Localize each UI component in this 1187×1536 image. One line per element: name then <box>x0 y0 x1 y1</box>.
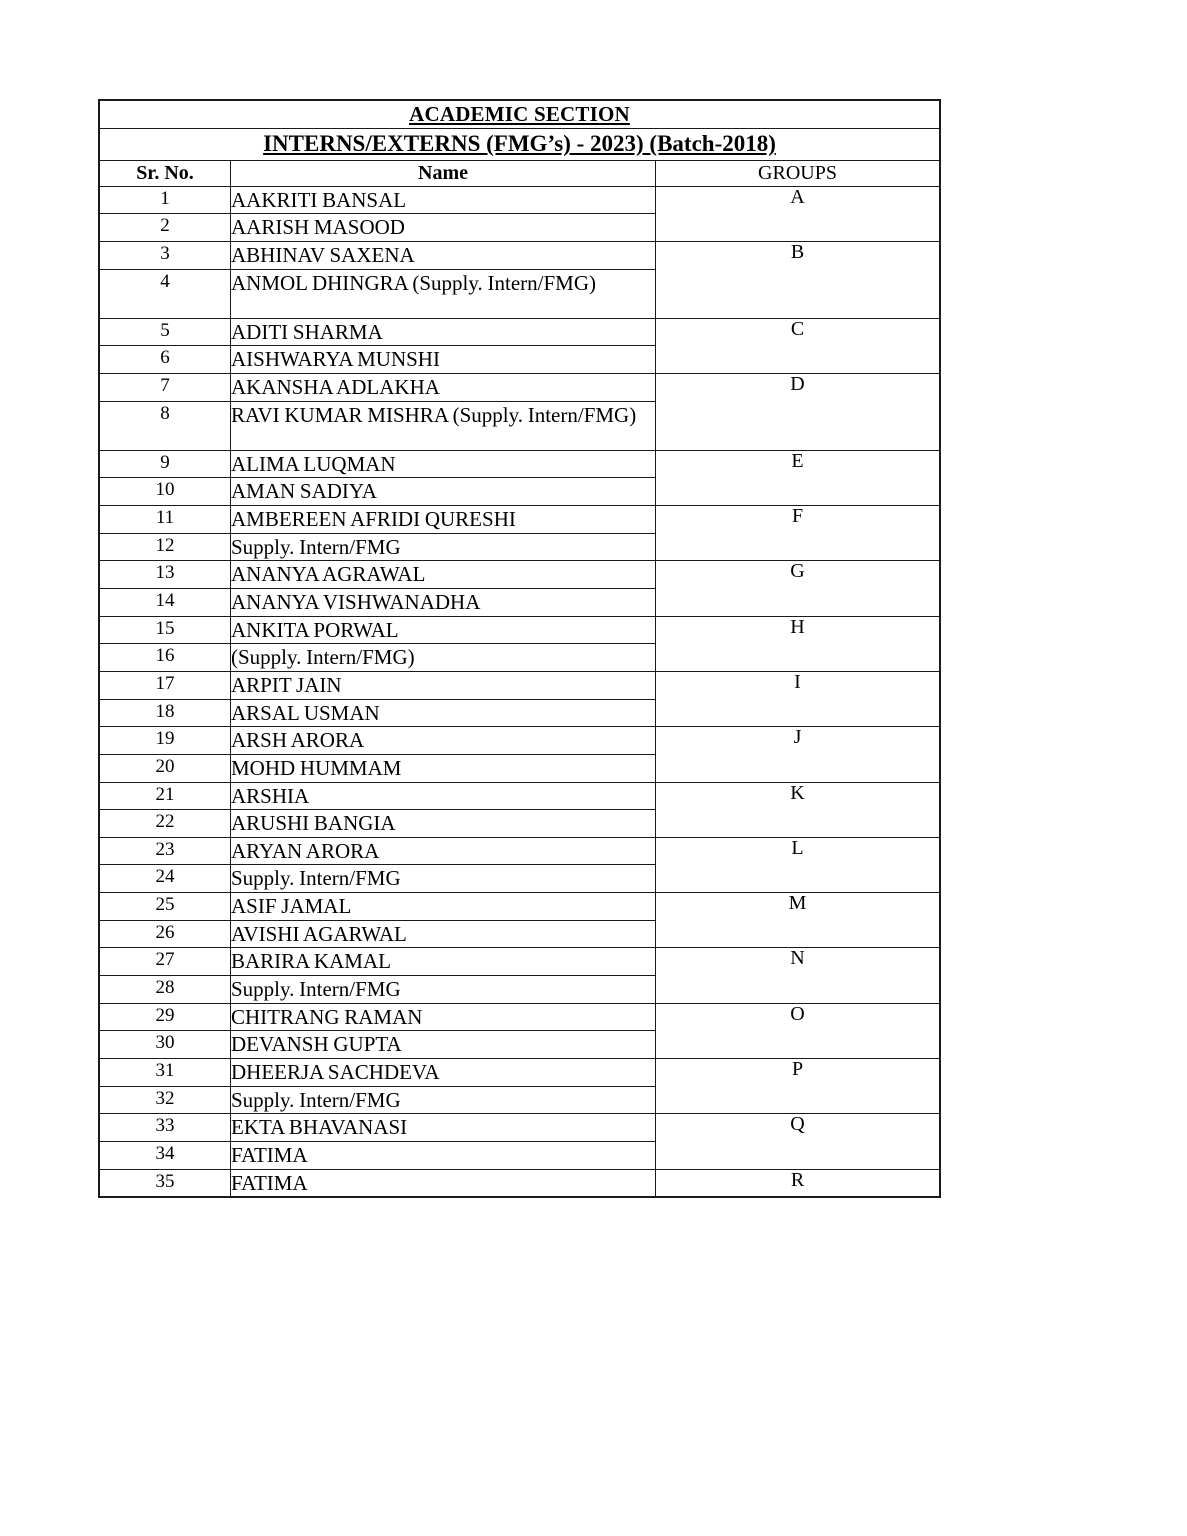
table-body <box>100 101 940 1197</box>
cell-name: ASIF JAMAL <box>231 893 656 921</box>
table-row <box>100 893 940 921</box>
cell-sr-no: 2 <box>100 214 231 242</box>
cell-sr-no: 34 <box>100 1142 231 1170</box>
title-cell <box>100 128 940 160</box>
group-letter: R <box>790 1168 805 1191</box>
cell-sr-no: 5 <box>100 318 231 346</box>
academic-section-banner: ACADEMIC SECTION <box>409 102 630 126</box>
cell-sr-no: 25 <box>100 893 231 921</box>
cell-name: CHITRANG RAMAN <box>231 1003 656 1031</box>
group-letter: O <box>790 1002 805 1025</box>
cell-sr-no: 29 <box>100 1003 231 1031</box>
cell-name: BARIRA KAMAL <box>231 948 656 976</box>
group-letter: G <box>790 560 805 583</box>
group-letter: P <box>791 1058 804 1081</box>
cell-sr-no: 8 <box>100 401 231 450</box>
cell-group <box>656 1169 940 1197</box>
table-row <box>100 948 940 976</box>
cell-sr-no: 20 <box>100 754 231 782</box>
cell-sr-no: 1 <box>100 186 231 214</box>
group-letter: B <box>790 241 805 263</box>
cell-name: ANANYA VISHWANADHA <box>231 588 656 616</box>
cell-name: DEVANSH GUPTA <box>231 1031 656 1059</box>
cell-group <box>656 948 940 1003</box>
cell-sr-no: 21 <box>100 782 231 810</box>
group-letter: C <box>790 317 805 340</box>
cell-sr-no: 31 <box>100 1059 231 1087</box>
table-row <box>100 318 940 346</box>
cell-name: Supply. Intern/FMG <box>231 1086 656 1114</box>
table-row <box>100 505 940 533</box>
cell-name: FATIMA <box>231 1169 656 1197</box>
cell-name: ARSH ARORA <box>231 727 656 755</box>
column-header-groups: GROUPS <box>656 160 940 186</box>
cell-name: DHEERJA SACHDEVA <box>231 1059 656 1087</box>
table-row <box>100 727 940 755</box>
cell-sr-no: 26 <box>100 920 231 948</box>
cell-name: AARISH MASOOD <box>231 214 656 242</box>
cell-group <box>656 505 940 560</box>
cell-name: ARSAL USMAN <box>231 699 656 727</box>
cell-name: ALIMA LUQMAN <box>231 450 656 478</box>
table-row <box>100 373 940 401</box>
cell-group <box>656 782 940 837</box>
cell-name: Supply. Intern/FMG <box>231 533 656 561</box>
cell-name: Supply. Intern/FMG <box>231 976 656 1004</box>
cell-name: RAVI KUMAR MISHRA (Supply. Intern/FMG) <box>231 401 656 450</box>
cell-name: EKTA BHAVANASI <box>231 1114 656 1142</box>
cell-sr-no: 32 <box>100 1086 231 1114</box>
cell-group <box>656 671 940 726</box>
cell-group <box>656 837 940 892</box>
table-row <box>100 837 940 865</box>
table-row <box>100 561 940 589</box>
group-letter: L <box>791 836 804 859</box>
cell-sr-no: 7 <box>100 373 231 401</box>
column-header-row <box>100 160 940 186</box>
banner-cell <box>100 101 940 129</box>
cell-name: AAKRITI BANSAL <box>231 186 656 214</box>
cell-sr-no: 10 <box>100 478 231 506</box>
cell-group <box>656 1114 940 1169</box>
cell-group <box>656 727 940 782</box>
cell-sr-no: 30 <box>100 1031 231 1059</box>
interns-externs-table <box>99 100 940 1197</box>
group-letter: A <box>790 185 805 208</box>
cell-name: AKANSHA ADLAKHA <box>231 373 656 401</box>
table-row <box>100 616 940 644</box>
cell-sr-no: 15 <box>100 616 231 644</box>
cell-name: Supply. Intern/FMG <box>231 865 656 893</box>
cell-sr-no: 24 <box>100 865 231 893</box>
cell-name: AVISHI AGARWAL <box>231 920 656 948</box>
cell-name: AMAN SADIYA <box>231 478 656 506</box>
cell-name: ARUSHI BANGIA <box>231 810 656 838</box>
table-row <box>100 242 940 270</box>
group-letter: J <box>793 726 802 749</box>
table-row <box>100 1059 940 1087</box>
cell-sr-no: 12 <box>100 533 231 561</box>
cell-name: (Supply. Intern/FMG) <box>231 644 656 672</box>
group-letter: H <box>790 615 805 638</box>
cell-name: ANMOL DHINGRA (Supply. Intern/FMG) <box>231 269 656 318</box>
table-row <box>100 1114 940 1142</box>
cell-group <box>656 893 940 948</box>
cell-group <box>656 373 940 450</box>
cell-group <box>656 561 940 616</box>
group-letter: Q <box>790 1113 805 1136</box>
cell-group <box>656 242 940 319</box>
cell-group <box>656 318 940 373</box>
table-row <box>100 186 940 214</box>
cell-sr-no: 6 <box>100 346 231 374</box>
cell-sr-no: 19 <box>100 727 231 755</box>
cell-name: ARYAN ARORA <box>231 837 656 865</box>
group-letter: D <box>790 372 805 395</box>
cell-sr-no: 28 <box>100 976 231 1004</box>
cell-sr-no: 16 <box>100 644 231 672</box>
cell-name: ADITI SHARMA <box>231 318 656 346</box>
banner-row <box>100 101 940 129</box>
cell-name: ARSHIA <box>231 782 656 810</box>
group-letter: I <box>794 670 801 693</box>
cell-name: MOHD HUMMAM <box>231 754 656 782</box>
table-row <box>100 450 940 478</box>
cell-name: ABHINAV SAXENA <box>231 242 656 270</box>
cell-group <box>656 450 940 505</box>
cell-name: ARPIT JAIN <box>231 671 656 699</box>
cell-sr-no: 3 <box>100 242 231 270</box>
table-row <box>100 671 940 699</box>
cell-sr-no: 4 <box>100 269 231 318</box>
cell-sr-no: 14 <box>100 588 231 616</box>
cell-group <box>656 186 940 241</box>
table-row <box>100 782 940 810</box>
group-letter: N <box>790 947 805 970</box>
cell-sr-no: 22 <box>100 810 231 838</box>
group-letter: K <box>790 781 805 804</box>
cell-name: AMBEREEN AFRIDI QURESHI <box>231 505 656 533</box>
table-row <box>100 1169 940 1197</box>
cell-group <box>656 1003 940 1058</box>
group-letter: E <box>791 449 804 472</box>
group-letter: M <box>788 892 807 915</box>
cell-sr-no: 35 <box>100 1169 231 1197</box>
cell-sr-no: 33 <box>100 1114 231 1142</box>
cell-sr-no: 13 <box>100 561 231 589</box>
cell-sr-no: 23 <box>100 837 231 865</box>
cell-name: AISHWARYA MUNSHI <box>231 346 656 374</box>
cell-name: ANKITA PORWAL <box>231 616 656 644</box>
cell-group <box>656 1059 940 1114</box>
cell-sr-no: 18 <box>100 699 231 727</box>
cell-sr-no: 27 <box>100 948 231 976</box>
column-header-sr-no: Sr. No. <box>100 160 231 186</box>
table-row <box>100 1003 940 1031</box>
group-letter: F <box>791 504 804 527</box>
title-row <box>100 128 940 160</box>
cell-sr-no: 17 <box>100 671 231 699</box>
cell-sr-no: 9 <box>100 450 231 478</box>
cell-name: ANANYA AGRAWAL <box>231 561 656 589</box>
column-header-name: Name <box>231 160 656 186</box>
cell-sr-no: 11 <box>100 505 231 533</box>
cell-name: FATIMA <box>231 1142 656 1170</box>
page-title: INTERNS/EXTERNS (FMG’s) - 2023) (Batch-2018) <box>263 130 776 156</box>
cell-group <box>656 616 940 671</box>
